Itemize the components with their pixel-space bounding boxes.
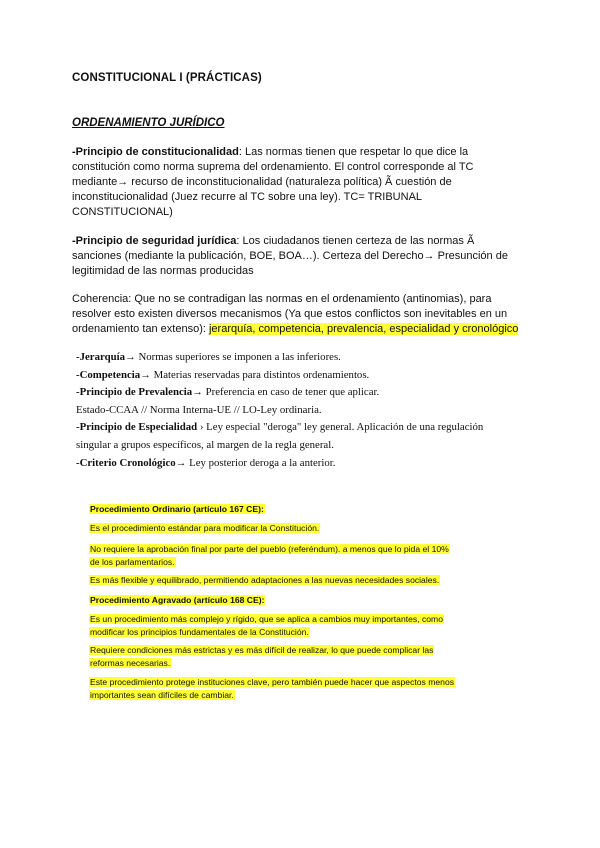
list-item [76,419,536,437]
procedure-item-text: Es el procedimiento estándar para modificar la Constitución. [90,523,320,533]
paragraph-text: constitución como norma suprema del ordenamiento. El control corresponde al TC [72,161,474,173]
item-label: -Principio de Especialidad [76,421,198,434]
list-item [76,402,536,420]
item-text: singular a grupos específicos, al margen de la regla general. [76,438,334,451]
principle-heading: -Principio de constitucionalidad [72,146,239,158]
list-item [76,437,536,455]
paragraph-text: ordenamiento tan extenso): [72,323,209,335]
item-text: Preferencia en caso de tener que aplicar. [202,386,380,399]
section-title: ORDENAMIENTO JURÍDICO [72,117,225,129]
list-item [76,384,536,402]
mecanismos-list [76,349,536,472]
paragraph-text: Coherencia: Que no se contradigan las normas en el ordenamiento (antinomias), para [72,293,492,305]
paragraph-text: resolver esto existen diversos mecanismos (Ya que estos conflictos son inevitables en un [72,308,508,320]
item-label: -Principio de Prevalencia→ [76,386,203,399]
principle-heading: -Principio de seguridad jurídica [72,235,237,247]
item-text: Normas superiores se imponen a las inferiores. [135,351,341,363]
procedimiento-ordinario-title-block [89,503,499,516]
procedimiento-agravado-title-block [89,594,499,607]
document-title: CONSTITUCIONAL I (PRÁCTICAS) [72,72,262,84]
procedure-item-text: modificar los principios fundamentales de la Constitución. [90,626,309,637]
paragraph-constitucionalidad [72,145,534,220]
item-text: Ley posterior deroga a la anterior. [186,456,336,469]
procedure-item-text: Es un procedimiento más complejo y rígido, que se aplica a cambios muy importantes, como [90,614,443,624]
item-text: › Ley especial "deroga" ley general. Aplicación de una regulación [197,421,484,434]
item-label: -Criterio Cronológico→ [76,456,187,469]
procedure-item [89,543,499,568]
paragraph-text: : Las normas tienen que respetar lo que dice la [238,146,469,158]
item-label: -Jerarquía→ [76,351,136,363]
paragraph-text: inconstitucionalidad (Juez recurre al TC sobre una ley). TC= TRIBUNAL [72,191,423,203]
procedure-item [89,522,499,535]
procedure-item-text: de los parlamentarios. [90,556,175,567]
procedure-item-text: importantes sean difíciles de cambiar. [90,689,234,700]
list-item [76,367,536,385]
paragraph-text: : Los ciudadanos tienen certeza de las normas Ã [236,235,475,247]
item-label: -Competencia→ [76,368,151,381]
procedure-item-text: Este procedimiento protege instituciones clave, pero también puede hacer que aspectos menos [90,677,455,687]
item-text: Estado-CCAA // Norma Interna-UE // LO-Ley ordinaria. [76,403,322,416]
procedure-item [89,644,499,669]
procedure-item [89,574,499,587]
paragraph-seguridad-juridica [72,234,534,279]
item-text: Materias reservadas para distintos ordenamientos. [150,368,370,381]
highlighted-text: jerarquía, competencia, prevalencia, especialidad y cronológico [208,323,519,335]
procedure-item-text: Es más flexible y equilibrado, permitiendo adaptaciones a las nuevas necesidades sociales. [90,575,440,585]
paragraph-text: sanciones (mediante la publicación, BOE, BOA…). Certeza del Derecho→ Presunción de [72,250,508,262]
procedure-item-text: reformas necesarias. [90,657,171,668]
procedure-item [89,613,499,638]
paragraph-text: legitimidad de las normas producidas [72,265,254,277]
procedure-title: Procedimiento Ordinario (artículo 167 CE): [90,504,264,514]
list-item [76,455,536,473]
paragraph-text: mediante→ recurso de inconstitucionalidad (naturaleza política) Ã cuestión de [72,176,452,188]
paragraph-text: CONSTITUCIONAL) [72,206,173,218]
procedure-item [89,676,499,701]
paragraph-coherencia [72,292,534,337]
procedure-item-text: No requiere la aprobación final por parte del pueblo (referéndum). a menos que lo pida el 10% [90,544,449,554]
procedure-item-text: Requiere condiciones más estrictas y es más difícil de realizar, lo que puede complicar las [90,645,434,655]
procedure-title: Procedimiento Agravado (artículo 168 CE): [90,595,265,605]
list-item [76,349,536,367]
